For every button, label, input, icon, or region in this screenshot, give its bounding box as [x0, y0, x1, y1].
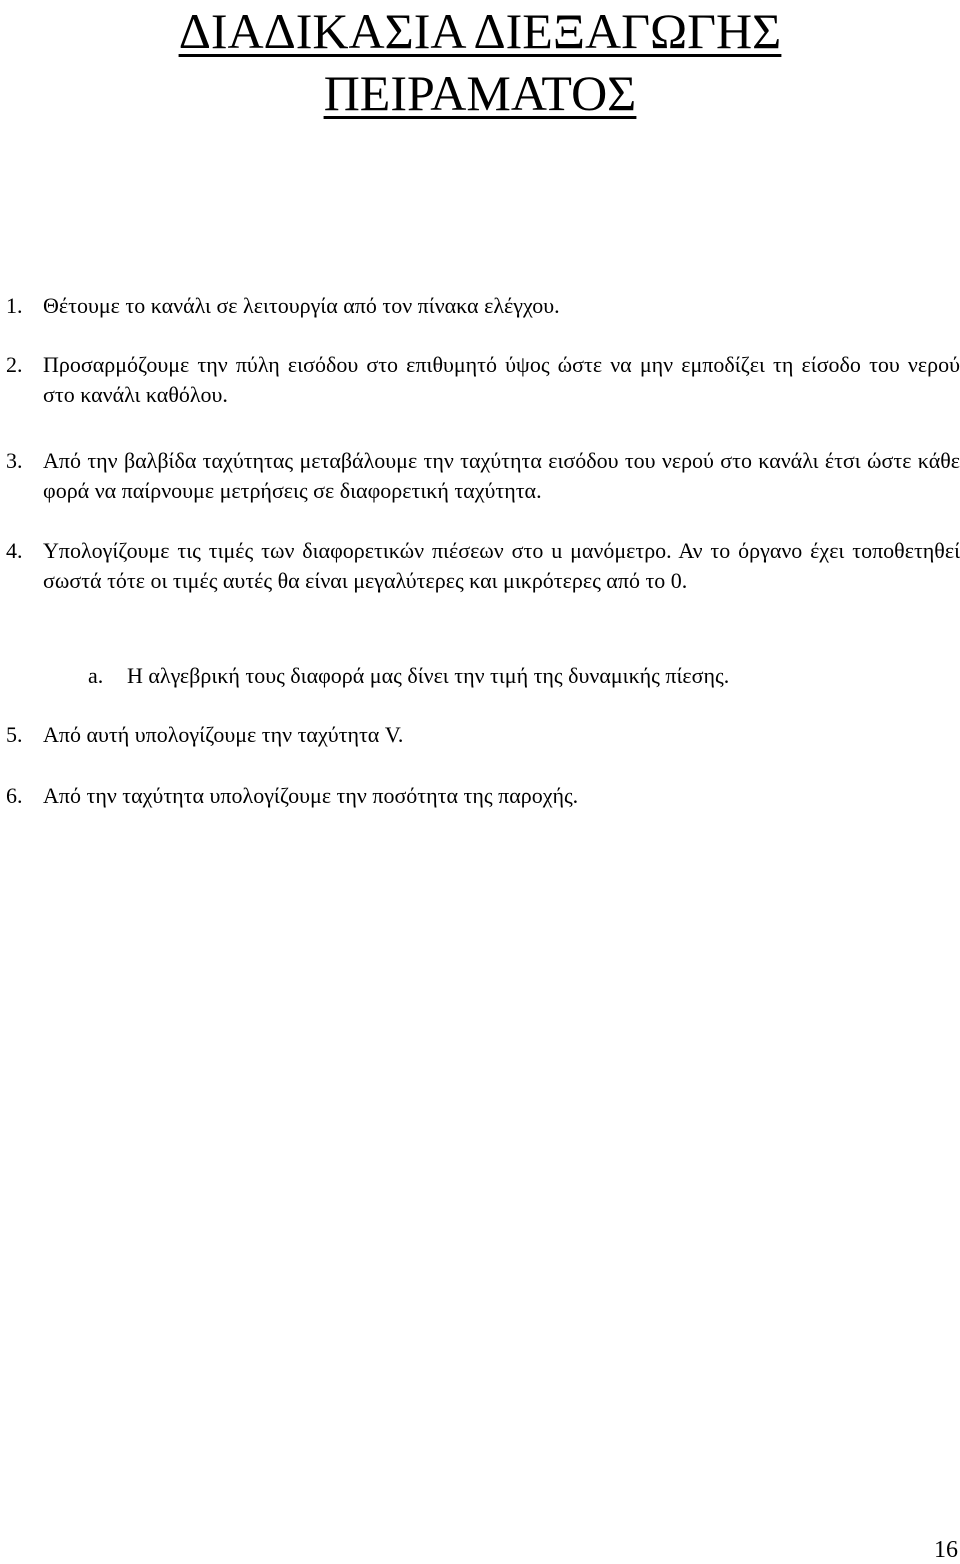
step-6 [6, 781, 960, 811]
step-text: Από την βαλβίδα ταχύτητας μεταβάλουμε την ταχύτητα εισόδου του νερού στο κανάλι έτσι ώστε κάθε φορά να παίρνουμε μετρήσεις σε διαφορετική ταχύτητα. [43, 448, 960, 503]
page-number: 16 [934, 1537, 958, 1563]
step-2 [6, 350, 960, 410]
sub-step-text: Η αλγεβρική τους διαφορά μας δίνει την τιμή της δυναμικής πίεσης. [127, 663, 730, 688]
step-number: 4. [6, 538, 23, 563]
step-text: Από την ταχύτητα υπολογίζουμε την ποσότητα της παροχής. [43, 783, 579, 808]
step-text: Θέτουμε το κανάλι σε λειτουργία από τον πίνακα ελέγχου. [43, 293, 560, 318]
step-1 [6, 291, 960, 321]
step-number: 2. [6, 352, 23, 377]
sub-step-letter: a. [88, 663, 104, 688]
step-5 [6, 720, 960, 750]
step-text: Υπολογίζουμε τις τιμές των διαφορετικών πιέσεων στο u μανόμετρο. Αν το όργανο έχει τοποθετηθεί σωστά τότε οι τιμές αυτές θα είναι μεγαλύτερες και μικρότερες από το 0. [43, 538, 960, 593]
step-number: 1. [6, 293, 23, 318]
step-number: 6. [6, 783, 23, 808]
step-3 [6, 446, 960, 506]
step-text: Από αυτή υπολογίζουμε την ταχύτητα V. [43, 722, 404, 747]
step-4-sub-a [88, 661, 960, 691]
step-number: 5. [6, 722, 23, 747]
step-4 [6, 536, 960, 596]
step-number: 3. [6, 448, 23, 473]
page-title-line-2: ΠΕΙΡΑΜΑΤΟΣ [323, 65, 637, 121]
step-text: Προσαρμόζουμε την πύλη εισόδου στο επιθυμητό ύψος ώστε να μην εμποδίζει τη είσοδο του νερού στο κανάλι καθόλου. [43, 352, 960, 407]
page-title-line-1: ΔΙΑΔΙΚΑΣΙΑ ΔΙΕΞΑΓΩΓΗΣ [178, 3, 782, 59]
